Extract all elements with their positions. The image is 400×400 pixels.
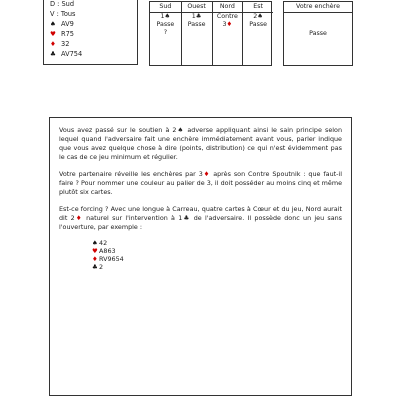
example-suit-hearts: ♥A863	[92, 247, 116, 255]
diamond-icon: ♦	[92, 255, 98, 263]
bid-cell: ?	[163, 29, 168, 36]
bidding-header: Ouest	[182, 2, 212, 13]
hand-suit-clubs: ♣ AV754	[50, 50, 83, 58]
bidding-column-est	[242, 2, 273, 65]
bid-cell: Contre	[216, 13, 238, 20]
heart-icon: ♥	[92, 247, 98, 255]
your-bid-box	[283, 1, 353, 66]
example-suit-clubs: ♣2	[92, 263, 104, 271]
spade-icon: ♠	[92, 239, 98, 247]
bid-cell: 3♦	[222, 21, 233, 28]
bid-cell: Passe	[156, 21, 175, 28]
hand-box	[43, 0, 138, 65]
bid-cell: 2♠	[253, 13, 263, 20]
dealer: D : Sud	[50, 0, 75, 8]
bidding-column-nord	[212, 2, 243, 65]
hand-suit-spades: ♠ AV9	[50, 20, 74, 28]
example-suit-diamonds: ♦RV9654	[92, 255, 124, 263]
bidding-table	[149, 1, 272, 66]
club-icon: ♣	[92, 263, 98, 271]
bid-cell: Passe	[187, 21, 206, 28]
paragraph-3: Est-ce forcing ? Avec une longue à Carreau, quatre cartes à Cœur et du jeu, Nord aurait dit 2♦ naturel sur l'intervention à 1♣ de l'adversaire. Il possède donc un jeu sans l'ouverture, par exemple :	[59, 205, 343, 231]
paragraph-2: Votre partenaire réveille les enchères par 3♦ après son Contre Spoutnik : que faut-il faire ? Pour nommer une couleur au palier de 3, il doit posséder au moins cinq et même plutôt six cartes.	[59, 170, 342, 196]
bid-cell	[213, 29, 243, 37]
bidding-column-sud	[150, 2, 181, 65]
heart-icon: ♥	[50, 30, 56, 38]
bidding-header: Sud	[150, 2, 181, 13]
diamond-icon: ♦	[50, 40, 56, 48]
spade-icon: ♠	[50, 20, 56, 28]
paragraph-1: Vous avez passé sur le soutien à 2♠ adverse appliquant ainsi le sain principe selon lequel quand l'adversaire fait une enchère immédiatement avant vous, parler indique que vous avez quelque chose à dire (points, distribution) ce qui n'est évidemment pas le cas de ce jeu minimum et régulier.	[59, 126, 342, 161]
explanation-box	[49, 117, 352, 396]
bid-cell: Passe	[249, 21, 268, 28]
example-hand	[92, 239, 342, 271]
bidding-header: Nord	[213, 2, 243, 13]
club-icon: ♣	[50, 50, 56, 58]
your-bid-value: Passe	[309, 30, 327, 37]
bid-cell: 1♠	[160, 13, 171, 20]
bid-cell: 1♣	[191, 13, 202, 20]
bidding-column-ouest	[181, 2, 212, 65]
bid-cell	[182, 29, 212, 37]
bidding-header: Est	[243, 2, 273, 13]
hand-suit-hearts: ♥ R75	[50, 30, 74, 38]
example-suit-spades: ♠42	[92, 239, 108, 247]
hand-suit-diamonds: ♦ 32	[50, 40, 70, 48]
bid-cell	[243, 29, 273, 37]
vulnerability: V : Tous	[50, 10, 76, 18]
your-bid-header: Votre enchère	[284, 2, 352, 13]
